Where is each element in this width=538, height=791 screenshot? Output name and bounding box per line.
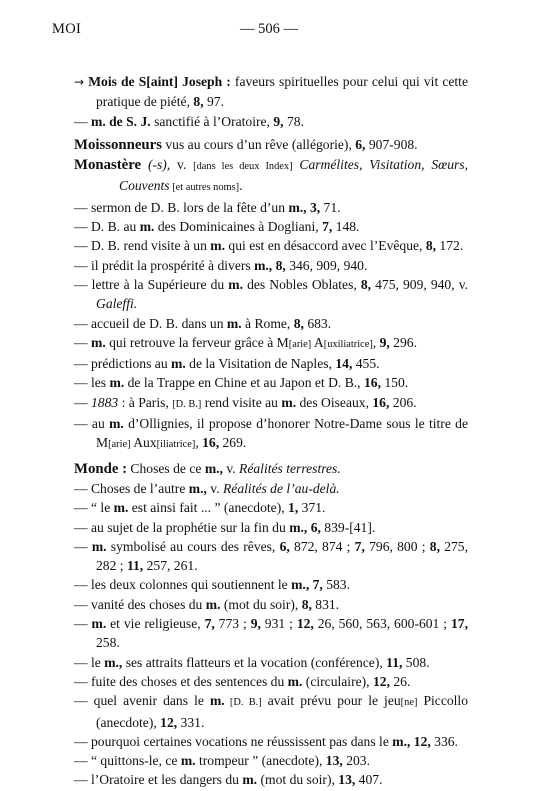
index-entry xyxy=(74,333,468,354)
entry-text: 78. xyxy=(283,113,304,129)
entry-text: 796, 800 ; xyxy=(364,538,430,554)
headword: Monastère xyxy=(74,157,142,174)
entry-text: “ quittons-le, ce xyxy=(87,753,181,769)
entry-text: 907-908. xyxy=(365,136,418,152)
index-entry xyxy=(74,518,468,537)
entry-text: m., xyxy=(188,480,207,496)
entry-text: 683. xyxy=(303,315,332,331)
entry-text: accueil de D. B. dans un xyxy=(87,315,227,331)
entry-text: 172. xyxy=(436,238,464,254)
entry-text: — xyxy=(74,519,88,535)
entry-text: sanctifié à l’Oratoire, xyxy=(150,113,274,129)
entry-text: 203. xyxy=(342,753,370,769)
entry-text: vanité des choses du xyxy=(87,596,206,612)
entry-text: Aux xyxy=(130,435,157,451)
entry-text: trompeur ” (anecdote), xyxy=(195,753,326,769)
entry-text: 9, xyxy=(379,334,390,350)
entry-text: sermon de D. B. lors de la fête d’un xyxy=(87,199,289,215)
index-entry xyxy=(74,751,468,770)
entry-text: 16, xyxy=(363,375,381,391)
entry-text: . xyxy=(239,178,243,194)
entry-text: qui retrouve la ferveur grâce à M xyxy=(105,334,289,350)
entry-text: ses attraits flatteurs et la vocation (conférence), xyxy=(122,654,387,670)
index-entry xyxy=(74,595,468,614)
entry-text: 8, xyxy=(193,94,204,110)
entry-text: 831. xyxy=(311,596,340,612)
header-section-word: MOI xyxy=(52,21,82,37)
entry-text: m., xyxy=(291,577,310,593)
entry-text: m., xyxy=(254,257,273,273)
entry-text: 508. xyxy=(402,654,430,670)
entry-text: 371. xyxy=(298,500,326,516)
entry-text: fuite des choses et des sentences du xyxy=(87,673,288,689)
index-entry xyxy=(74,479,468,498)
index-entry xyxy=(74,198,468,217)
index-entry xyxy=(74,373,468,392)
index-entry xyxy=(74,498,468,517)
index-entry xyxy=(74,537,468,576)
entry-text: — xyxy=(74,416,88,432)
entry-text: [et autres noms] xyxy=(169,182,240,194)
entry-text: — xyxy=(74,538,88,554)
entry-text: rend visite au xyxy=(201,394,282,410)
index-entry xyxy=(74,236,468,255)
entry-text: 773 ; xyxy=(214,616,251,632)
entry-text: [D. B.] xyxy=(172,398,202,410)
entry-text: 7, xyxy=(309,577,323,593)
entry-text: m., xyxy=(289,519,308,535)
entry-text: — xyxy=(74,276,88,292)
entry-text: m. xyxy=(87,538,107,554)
index-entry xyxy=(74,72,468,112)
entry-text: [D. B.] xyxy=(224,697,262,709)
entry-text: m. xyxy=(228,276,243,292)
entry-text: — xyxy=(74,334,88,350)
index-entry xyxy=(74,354,468,373)
entry-text: au xyxy=(87,416,110,432)
entry-text: [ne] xyxy=(400,697,418,709)
entry-text: [arie] xyxy=(288,338,312,350)
entry-text: m. xyxy=(209,693,225,709)
entry-text: m., xyxy=(392,733,411,749)
index-entry xyxy=(74,275,468,314)
entry-text: 6, xyxy=(307,519,321,535)
entry-text: m. xyxy=(287,673,303,689)
entry-text: 26. xyxy=(389,673,411,689)
entry-text: pourquoi certaines vocations ne réussissent pas dans le xyxy=(87,733,393,749)
entry-text: symbolisé au cours des rêves, xyxy=(106,538,280,554)
entry-text: m., xyxy=(288,199,307,215)
entry-text: — xyxy=(74,616,88,632)
entry-text: 455. xyxy=(352,356,380,372)
entry-text: — xyxy=(74,375,88,391)
entry-text: Carmélites, Visitation, Sœurs, Couvents xyxy=(119,157,468,194)
entry-text: lettre à la Supérieure du xyxy=(87,276,229,292)
index-entry xyxy=(74,770,468,789)
entry-text: prédictions au xyxy=(87,356,172,372)
entry-text: 1, xyxy=(288,500,299,516)
entry-text: — xyxy=(74,257,88,273)
entry-text: — xyxy=(74,733,88,749)
entry-text: 11, xyxy=(386,654,403,670)
entry-text: : à Paris, xyxy=(118,394,173,410)
entry-text: (circulaire), xyxy=(302,673,373,689)
entry-text: 346, 909, 940. xyxy=(285,257,368,273)
entry-text: 71. xyxy=(320,199,341,215)
entry-text: 7, xyxy=(354,538,365,554)
running-header xyxy=(0,20,538,40)
index-entry xyxy=(74,414,468,455)
entry-text: 1883 xyxy=(87,394,119,410)
headword: Monde : xyxy=(74,460,128,477)
entry-text: — xyxy=(74,394,88,410)
entry-text: 26, 560, 563, 600-601 ; xyxy=(313,616,451,632)
entry-text: 269. xyxy=(219,435,247,451)
entry-text: m. xyxy=(139,219,155,235)
entry-text: 17, xyxy=(450,616,468,632)
entry-text: 296. xyxy=(389,334,417,350)
entry-text: 9, xyxy=(250,616,261,632)
index-heading xyxy=(74,135,468,155)
entry-text: 16, xyxy=(202,435,220,451)
entry-text: [iliatrice] xyxy=(156,439,196,451)
entry-text: avait prévu pour le jeu xyxy=(261,693,401,709)
entry-text: — xyxy=(74,199,88,215)
entry-text: — xyxy=(74,480,88,496)
entry-text: 11, xyxy=(126,558,144,574)
entry-text: 12, xyxy=(410,733,431,749)
entry-text: 9, xyxy=(273,113,284,129)
page-number: — 506 — xyxy=(240,21,298,37)
entry-text: 839-[41]. xyxy=(320,519,376,535)
entry-text: 931 ; xyxy=(260,616,297,632)
entry-text: des Oiseaux, xyxy=(296,394,373,410)
entry-text: — xyxy=(74,219,88,235)
index-entry xyxy=(74,217,468,236)
entry-text: 8, xyxy=(429,538,440,554)
entry-text: il prédit la prospérité à divers xyxy=(87,257,255,273)
entry-text: Réalités terrestres. xyxy=(239,460,341,476)
entry-text: (-s) xyxy=(141,157,167,173)
entry-text: 258. xyxy=(96,635,120,651)
entry-text: — xyxy=(74,356,88,372)
entry-text: 150. xyxy=(380,375,409,391)
entry-text: m. de S. J. xyxy=(91,113,151,129)
entry-text: 148. xyxy=(332,219,360,235)
entry-text: v. xyxy=(222,460,240,476)
entry-text: qui est en désaccord avec l’Evêque, xyxy=(225,238,426,254)
entry-text: 12, xyxy=(296,616,314,632)
entry-text: — xyxy=(74,772,88,788)
entry-text: 583. xyxy=(322,577,350,593)
entry-text: m. xyxy=(87,334,106,350)
entry-text: Choses de ce xyxy=(127,460,205,476)
index-entry xyxy=(74,314,468,333)
entry-text: 407. xyxy=(355,772,383,788)
entry-text: 97. xyxy=(203,94,224,110)
entry-text: — xyxy=(74,693,88,709)
entry-text: faveurs spirituelles pour celui qui vit cette pratique de piété, xyxy=(96,74,468,110)
entry-text: — xyxy=(74,238,88,254)
entry-text: , xyxy=(372,334,380,350)
entry-text: l’Oratoire et les dangers du xyxy=(87,772,243,788)
headword: Mois de S[aint] Joseph : xyxy=(88,74,231,89)
entry-text: 12, xyxy=(372,673,390,689)
entry-text: Galeffi. xyxy=(96,296,138,312)
index-entry xyxy=(74,256,468,275)
entry-text: , v. xyxy=(166,157,194,173)
entry-text: m., xyxy=(204,460,223,476)
entry-text: m. xyxy=(242,772,258,788)
entry-text: et vie religieuse, xyxy=(106,616,205,632)
entry-text: A xyxy=(311,334,324,350)
index-entry xyxy=(74,575,468,594)
entry-text: D. B. au xyxy=(87,219,140,235)
entry-text: de la Trappe en Chine et au Japon et D. B., xyxy=(124,375,364,391)
entry-text: m. xyxy=(205,596,221,612)
index-entry xyxy=(74,653,468,672)
entry-text: 8, xyxy=(425,238,437,254)
entry-text: est ainsi fait ... ” (anecdote), xyxy=(128,500,289,516)
entry-text: — xyxy=(74,500,88,516)
entry-text: m. xyxy=(210,238,226,254)
entry-text: m. xyxy=(226,315,242,331)
entry-text: 13, xyxy=(338,772,356,788)
index-entry xyxy=(74,393,468,414)
headword: Moissonneurs xyxy=(74,136,162,153)
entry-text: 7, xyxy=(204,616,215,632)
index-entry xyxy=(74,691,468,732)
entry-text: 14, xyxy=(335,356,353,372)
entry-text: à Rome, xyxy=(241,315,294,331)
entry-text: — xyxy=(74,654,88,670)
entry-text: m. xyxy=(281,394,297,410)
entry-text: les xyxy=(87,375,110,391)
entry-text: 8, xyxy=(301,596,312,612)
entry-text: [uxiliatrice] xyxy=(323,338,373,350)
entry-text: le xyxy=(87,654,105,670)
entry-text: m. xyxy=(180,753,196,769)
entry-text: Choses de l’autre xyxy=(87,480,189,496)
entry-text: , xyxy=(195,435,203,451)
index-heading xyxy=(74,459,468,479)
entry-text: 336. xyxy=(430,733,458,749)
entry-text: 275, 282 ; xyxy=(96,538,468,574)
entry-text: 6, xyxy=(355,136,366,152)
entry-text: vus au cours d’un rêve (allégorie), xyxy=(161,136,356,152)
entry-text: d’Ollignies, il propose d’honorer Notre-Dame sous le titre de M xyxy=(96,416,468,451)
entry-text: m. xyxy=(109,375,125,391)
entry-text: — xyxy=(74,577,88,593)
index-entry xyxy=(74,672,468,691)
index-entry xyxy=(74,614,468,653)
entry-text: 12, xyxy=(160,714,178,730)
entry-text: 331. xyxy=(177,714,205,730)
entry-text: m., xyxy=(104,654,123,670)
entry-text: D. B. rend visite à un xyxy=(87,238,211,254)
index-heading xyxy=(74,155,468,198)
entry-text: (mot du soir), xyxy=(220,596,302,612)
entry-text: des Nobles Oblates, xyxy=(243,276,361,292)
entry-text: m. xyxy=(87,616,107,632)
entry-text: [arie] xyxy=(108,439,131,451)
entry-text: 8, xyxy=(272,257,286,273)
entry-text: — xyxy=(74,596,88,612)
entry-text: “ le xyxy=(87,500,114,516)
entry-text: 206. xyxy=(389,394,417,410)
arrow-icon: → xyxy=(74,75,85,89)
entry-text: des Dominicaines à Dogliani, xyxy=(154,219,323,235)
entry-text: 8, xyxy=(293,315,304,331)
entry-text: 257, 261. xyxy=(143,558,198,574)
entry-text: — xyxy=(74,753,88,769)
index-entry xyxy=(74,112,468,131)
entry-text: Piccollo (anecdote), xyxy=(96,693,469,730)
entry-text: 7, xyxy=(322,219,333,235)
entry-text: 475, 909, 940, v. xyxy=(371,276,469,292)
entry-text: au sujet de la prophétie sur la fin du xyxy=(87,519,290,535)
index-column xyxy=(74,72,468,790)
entry-text: de la Visitation de Naples, xyxy=(185,356,336,372)
entry-text: 16, xyxy=(372,394,390,410)
entry-text: quel avenir dans le xyxy=(87,693,210,709)
entry-text: 8, xyxy=(360,276,372,292)
entry-text: — xyxy=(74,673,88,689)
entry-text: [dans les deux Index] xyxy=(193,161,293,173)
entry-text: m. xyxy=(171,356,186,372)
entry-text: — xyxy=(74,315,88,331)
entry-text: 872, 874 ; xyxy=(289,538,355,554)
entry-text: 3, xyxy=(306,199,321,215)
entry-text: 6, xyxy=(279,538,290,554)
entry-text: les deux colonnes qui soutiennent le xyxy=(87,577,292,593)
entry-text: (mot du soir), xyxy=(257,772,339,788)
entry-text: 13, xyxy=(325,753,343,769)
index-entry xyxy=(74,732,468,751)
entry-text: m. xyxy=(113,500,129,516)
entry-text: v. xyxy=(206,480,223,496)
entry-text: — xyxy=(74,113,88,129)
entry-text: m. xyxy=(109,416,124,432)
entry-text: Réalités de l’au-delà. xyxy=(223,480,340,496)
